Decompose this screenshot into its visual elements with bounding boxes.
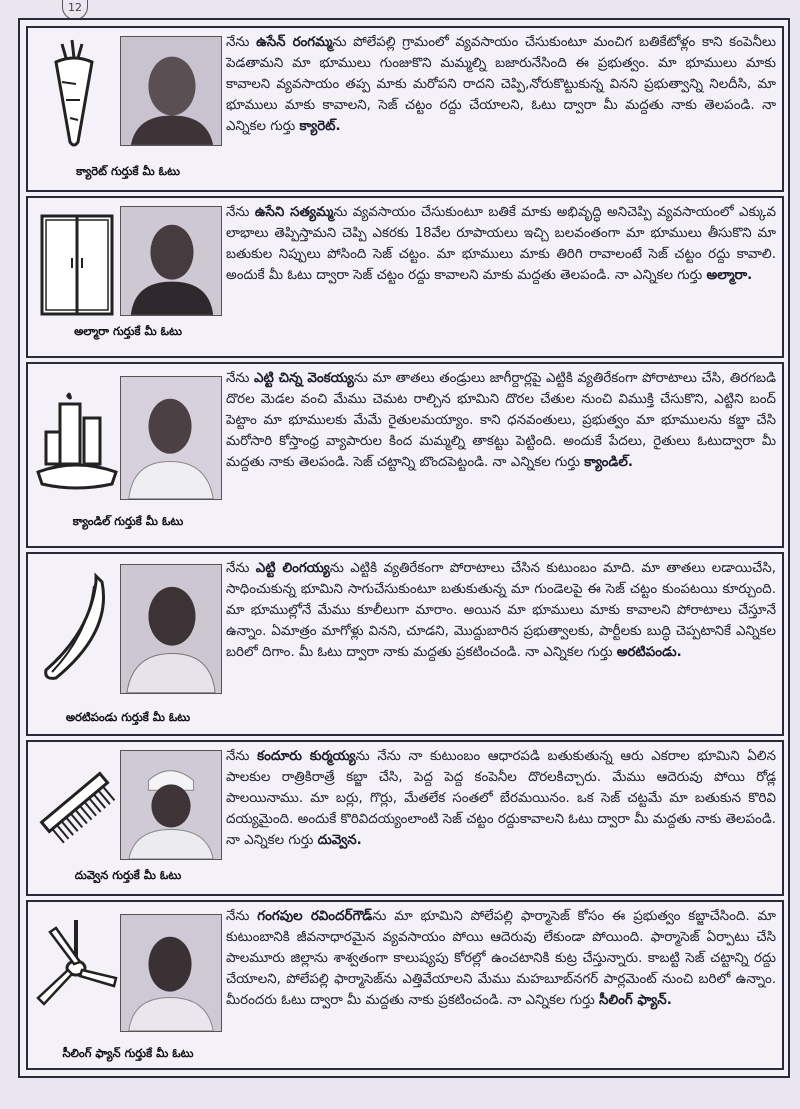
candidate-photo: [120, 914, 222, 1032]
symbol-name: క్యారెట్.: [299, 119, 341, 134]
candidate-row-ceiling-fan: [26, 900, 784, 1070]
comb-icon: [36, 752, 118, 862]
symbol-name: దువ్వెన.: [317, 833, 362, 848]
candidate-statement: నేను ఉసేన్ రంగమ్మను పోలేపల్లి గ్రామంలో వ్యవసాయం చేసుకుంటూ మంచిగ బతికేటోళ్లం కాని కంపెనీలు పెడతామని మా భూములు గుంజుకొని మమ్మల్ని బజారునేసింది ఈ ప్రభుత్వం. మా భూములు మాకు కావాలని వ్యవసాయం తప్ప మాకు మరోపని రాదని చెప్పి,నోరుకొట్టుకున్న వినని ప్రభుత్వాన్ని నిలదీసి, మా భూములు మాకు కావాలని, సెజ్ చట్టం రద్దు చేయాలని, ఓటు ద్వారా మీ మద్దతు నాకు తెలపండి. నా ఎన్నికల గుర్తు క్యారెట్.: [226, 35, 776, 134]
candidate-photo: [120, 376, 222, 500]
candidate-name: కందూరు కుర్మయ్య: [257, 749, 356, 764]
candidate-photo: [120, 564, 222, 694]
candidate-photo: [120, 36, 222, 146]
candidate-row-comb: [26, 740, 784, 896]
candidate-row-carrot: [26, 26, 784, 192]
symbol-caption: సీలింగ్ ఫ్యాన్ గుర్తుకే మీ ఓటు: [62, 1046, 194, 1060]
symbol-name: సీలింగ్ ఫ్యాన్.: [599, 993, 672, 1008]
candidate-row-almirah: [26, 196, 784, 358]
symbol-caption: క్యారెట్ గుర్తుకే మీ ఓటు: [76, 164, 180, 178]
candidate-name: ఉసేని సత్యమ్మ: [254, 205, 334, 220]
symbol-name: క్యాండిల్.: [584, 455, 633, 470]
candidate-statement: నేను ఎట్టి లింగయ్యను ఎట్టికి వ్యతిరేకంగా పోరాటాలు చేసిన కుటుంబం మాది. మా తాతలు లడాయిచేసి, సాధించుకున్న భూమిని సాగుచేసుకుంటూ బతుకుతున్న మా గుండెలపై ఈ సెజ్ చట్టం కుంపటయి కూర్చుంది. మా భూముల్లోనే మేము కూలీలుగా మారాం. అయిన మా భూములు మాకు కావాలని పోరాటాలు చేస్తూనే ఉన్నాం. ఏమాత్రం మాగోళ్లు వినని, చూడని, మొద్దుబారిన ప్రభుత్వాలకు, పార్టీలకు బుద్ధి చెప్పటానికే ఎన్నికల బరిలో దిగాం. మీ ఓటు ద్వారా నాకు మద్దతు ప్రకటించండి. నా ఎన్నికల గుర్తు అరటిపండు.: [226, 561, 776, 660]
symbol-caption: దువ్వెన గుర్తుకే మీ ఓటు: [74, 868, 182, 882]
symbol-caption: క్యాండిల్ గుర్తుకే మీ ఓటు: [72, 514, 184, 528]
candle-icon: [36, 388, 118, 498]
candidate-photo: [120, 206, 222, 316]
candidate-row-banana: [26, 552, 784, 736]
candidate-name: గంగపుల రవిందర్‌గౌడ్: [257, 909, 373, 924]
almirah-icon: [36, 208, 118, 318]
candidate-name: ఎట్టి లింగయ్య: [255, 561, 330, 576]
banana-icon: [36, 572, 118, 682]
candidate-statement: నేను ఎట్టి చిన్న వెంకయ్యను మా తాతలు తండ్రులు జాగీర్దార్లపై ఎట్టికి వ్యతిరేకంగా పోరాటాలు చేసి, తిరగబడి దొరల మెడల వంచి మేము చెమట రాల్చిన భూమిని దొరల చేతుల నుంచి విముక్తి చేసుకొని, ఎట్టిని బంద్ పెట్టాం మా భూములకు మేమే రైతులమయ్యాం. కాని ధనవంతులు, ప్రభుత్వం మా భూములను కబ్జా చేసి మరోసారి కోస్తాంధ్ర వ్యాపారుల కింద మమ్మల్ని తాకట్టు పెట్టింది. అందుకే పేదలు, రైతులు ఓటుద్వారా మీ మద్దతు నాకు తెలపండి. సెజ్ చట్టాన్ని బొందపెట్టండి. నా ఎన్నికల గుర్తు క్యాండిల్.: [226, 371, 776, 470]
candidate-name: ఉసేన్ రంగమ్మ: [256, 35, 333, 50]
candidate-statement: నేను కందూరు కుర్మయ్యను నేను నా కుటుంబం ఆధారపడి బతుకుతున్న ఆరు ఎకరాల భూమిని ఏలిన పాలకుల రాత్రికిరాత్రే కబ్జా చేసి, పెద్ద పెద్ద కంపెనీల దొరలకిచ్చారు. మేము ఆదెరువు పోయి రోడ్ల పాలయినాము. మా బర్లు, గొర్లు, మేతలేక సంతలో బేరమయినం. ఒక సెజ్ చట్టమే మా బతుకున కొరివి దయ్యమైంది. అందుకే కొరివిదయ్యంలాంటి సెజ్ చట్టం రద్దుకావాలని ఓటు ద్వారా మీ మద్దతు నాకు తెలపండి. నా ఎన్నికల గుర్తు దువ్వెన.: [226, 749, 776, 848]
page-number: 12: [62, 0, 88, 20]
carrot-icon: [36, 38, 118, 148]
candidate-row-candle: [26, 362, 784, 548]
candidate-photo: [120, 750, 222, 860]
symbol-caption: అరటిపండు గుర్తుకే మీ ఓటు: [65, 710, 191, 724]
candidate-name: ఎట్టి చిన్న వెంకయ్య: [253, 371, 354, 386]
symbol-name: అరటిపండు.: [616, 645, 682, 660]
candidate-statement: నేను గంగపుల రవిందర్‌గౌడ్ను మా భూమిని పోలేపల్లి ఫార్మాసెజ్ కోసం ఈ ప్రభుత్వం కబ్జాచేసింది. మా కుటుంబానికి జీవనాధారమైన వ్యవసాయం పోయి ఆదెరువు లేకుండా పోయింది. ఫార్మాసెజ్ ఏర్పాటు చేసి పాలమూరు జిల్లాను శాశ్వతంగా కాలుష్యపు కోరల్లో ఉంచటానికి కుట్ర చేస్తున్నారు. కాబట్టి సెజ్ చట్టాన్ని రద్దు చేయాలని, పోలేపల్లి ఫార్మాసెజ్‌ను ఎత్తివేయాలని మేము మహబూబ్‌నగర్ పార్లమెంట్ నుంచి బరిలో ఉన్నాం. మీరందరు ఓటు ద్వారా మీ మద్దతు నాకు ప్రకటించండి. నా ఎన్నికల గుర్తు సీలింగ్ ఫ్యాన్.: [226, 909, 776, 1008]
symbol-name: అల్మారా.: [706, 268, 753, 283]
candidate-pamphlet: [18, 18, 790, 1078]
symbol-caption: అల్మారా గుర్తుకే మీ ఓటు: [74, 324, 182, 338]
ceiling-fan-icon: [36, 918, 118, 1028]
candidate-statement: నేను ఉసేని సత్యమ్మను వ్యవసాయం చేసుకుంటూ బతికే మాకు అభివృద్ధి అనిచెప్పి వ్యవసాయంలో ఎక్కువ లాభాలు తెప్పిస్తామని చెప్పి ఎకరకు 18వేల రూపాయలు ఇచ్చి బలవంతంగా మా భూములు తీసుకొని మా బతుకుల నిప్పులు పోసింది సెజ్ చట్టం. మా భూములు మాకు తిరిగి రావాలంటే సెజ్ చట్టం రద్దు కావాలి. అందుకే మీ ఓటు ద్వారా సెజ్ చట్టం రద్దు కావాలని మాకు మద్దతు తెలపండి. నా ఎన్నికల గుర్తు అల్మారా.: [226, 205, 776, 283]
